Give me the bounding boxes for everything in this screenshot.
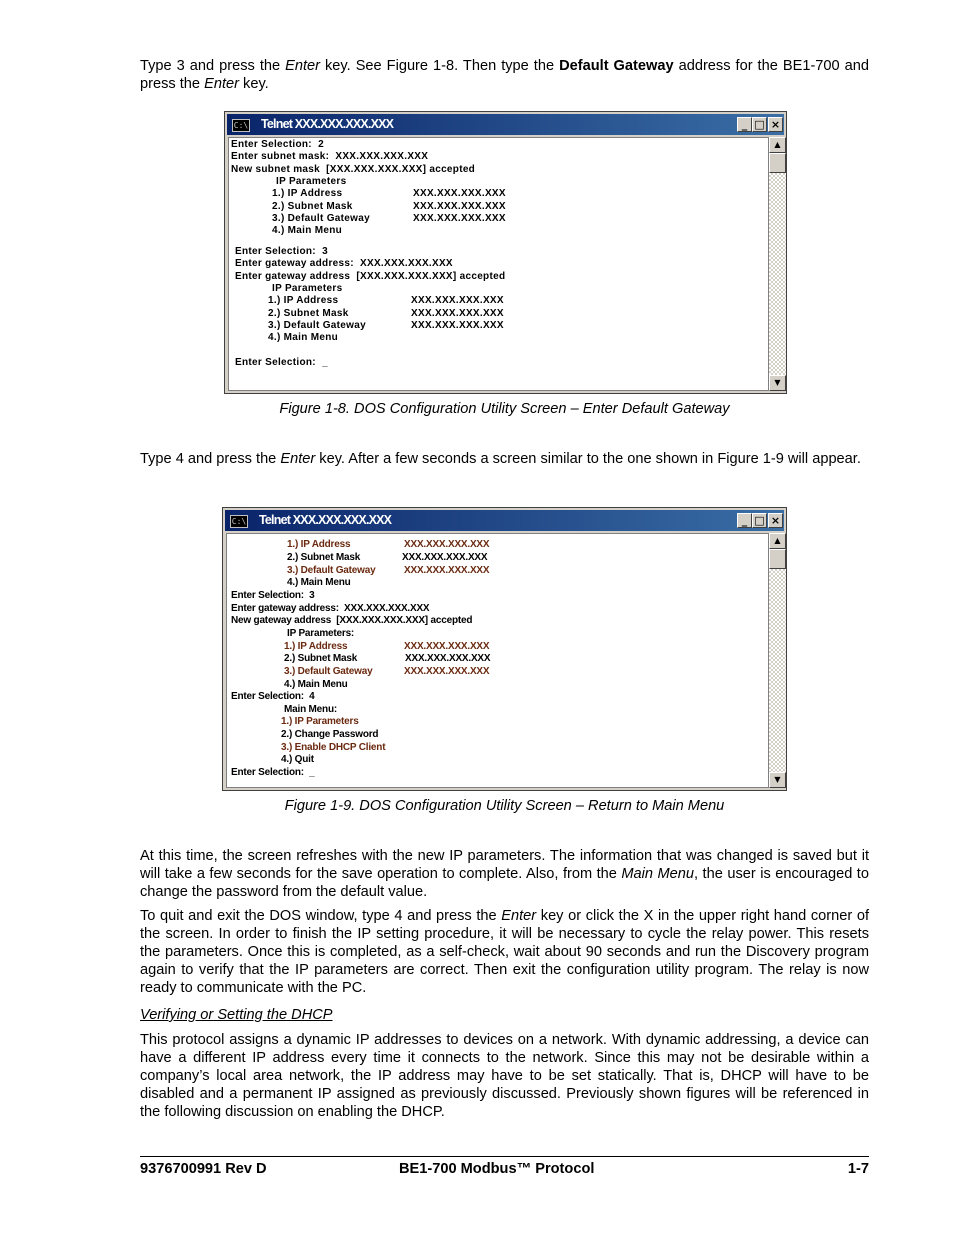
console-value: XXX.XXX.XXX.XXX <box>404 565 490 576</box>
window-title: Telnet XXX.XXX.XXX.XXX <box>259 513 392 527</box>
console-line: Enter Selection: 3 <box>235 246 328 257</box>
console-line: Enter Selection: _ <box>231 767 315 778</box>
console-app-icon[interactable]: C:\ <box>231 517 247 526</box>
console-value: XXX.XXX.XXX.XXX <box>402 552 488 563</box>
console-value: XXX.XXX.XXX.XXX <box>404 641 490 652</box>
console-line: 2.) Change Password <box>281 729 379 740</box>
console-line: 4.) Quit <box>281 754 314 765</box>
console-value: XXX.XXX.XXX.XXX <box>404 666 490 677</box>
console-line: Enter Selection: _ <box>235 357 328 368</box>
console-line: IP Parameters: <box>287 628 355 639</box>
console-line: 2.) Subnet Mask <box>284 653 358 664</box>
intro-paragraph-1: Type 3 and press the Enter key. See Figure 1-8. Then type the Default Gateway address for the BE1-700 and press the Enter key. <box>140 58 870 92</box>
console-line: IP Parameters <box>272 283 343 294</box>
console-line: 3.) Default Gateway <box>287 565 376 576</box>
console-line: 3.) Default Gateway <box>272 213 370 224</box>
maximize-button[interactable]: □ <box>752 513 767 528</box>
footer-title: BE1-700 Modbus™ Protocol <box>399 1161 595 1177</box>
console-value: XXX.XXX.XXX.XXX <box>411 308 504 319</box>
console-line: 2.) Subnet Mask <box>268 308 349 319</box>
console-line: Enter Selection: 3 <box>231 590 315 601</box>
footer-doc-number: 9376700991 Rev D <box>140 1161 267 1177</box>
console-area[interactable] <box>228 137 769 391</box>
minimize-button[interactable]: _ <box>737 117 752 132</box>
console-line: Enter subnet mask: XXX.XXX.XXX.XXX <box>231 151 429 162</box>
console-value: XXX.XXX.XXX.XXX <box>404 539 490 550</box>
console-line: New gateway address [XXX.XXX.XXX.XXX] accepted <box>231 615 473 626</box>
scroll-thumb[interactable] <box>769 549 786 569</box>
telnet-window-figure-8 <box>224 111 787 394</box>
section-subheading: Verifying or Setting the DHCP <box>140 1007 333 1023</box>
console-line: 4.) Main Menu <box>287 577 351 588</box>
minimize-button[interactable]: _ <box>737 513 752 528</box>
telnet-window-figure-9 <box>222 507 787 791</box>
paragraph-refresh: At this time, the screen refreshes with the new IP parameters. The information that was changed is saved but it will take a few seconds for the save operation to complete. Also, from the Main Menu, the user is encouraged to change the password from the default value. <box>140 848 869 900</box>
console-line: 1.) IP Address <box>268 295 339 306</box>
scroll-down-button[interactable]: ▼ <box>769 375 786 391</box>
console-value: XXX.XXX.XXX.XXX <box>405 653 491 664</box>
vertical-scrollbar[interactable] <box>769 533 786 788</box>
console-line: 3.) Enable DHCP Client <box>281 742 386 753</box>
figure-9-caption: Figure 1-9. DOS Configuration Utility Screen – Return to Main Menu <box>284 798 725 814</box>
console-line: 4.) Main Menu <box>272 225 343 236</box>
window-title: Telnet XXX.XXX.XXX.XXX <box>261 117 394 131</box>
footer-page-number: 1-7 <box>847 1161 869 1177</box>
console-line: New subnet mask [XXX.XXX.XXX.XXX] accepted <box>231 164 476 175</box>
console-value: XXX.XXX.XXX.XXX <box>413 188 506 199</box>
close-button[interactable]: × <box>768 117 783 132</box>
vertical-scrollbar[interactable] <box>769 137 786 391</box>
close-button[interactable]: × <box>768 513 783 528</box>
scroll-thumb[interactable] <box>769 153 786 173</box>
footer-divider <box>140 1156 869 1157</box>
console-value: XXX.XXX.XXX.XXX <box>413 201 506 212</box>
scroll-up-button[interactable]: ▲ <box>769 533 786 549</box>
console-line: Enter Selection: 2 <box>231 139 324 150</box>
console-app-icon[interactable]: C:\ <box>233 121 249 130</box>
console-line: 1.) IP Parameters <box>281 716 359 727</box>
console-line: 2.) Subnet Mask <box>272 201 353 212</box>
intro-paragraph-2: Type 4 and press the Enter key. After a few seconds a screen similar to the one shown in Figure 1-9 will appear. <box>140 451 861 467</box>
scroll-down-button[interactable]: ▼ <box>769 772 786 788</box>
figure-8-caption: Figure 1-8. DOS Configuration Utility Screen – Enter Default Gateway <box>279 401 730 417</box>
title-bar[interactable] <box>225 510 784 531</box>
maximize-button[interactable]: □ <box>752 117 767 132</box>
console-line: 3.) Default Gateway <box>268 320 366 331</box>
console-line: IP Parameters <box>276 176 347 187</box>
console-line: 4.) Main Menu <box>268 332 339 343</box>
console-line: 1.) IP Address <box>272 188 343 199</box>
console-line: Main Menu: <box>284 704 337 715</box>
console-line: 2.) Subnet Mask <box>287 552 361 563</box>
console-value: XXX.XXX.XXX.XXX <box>413 213 506 224</box>
console-value: XXX.XXX.XXX.XXX <box>411 320 504 331</box>
console-area[interactable] <box>226 533 769 788</box>
scroll-up-button[interactable]: ▲ <box>769 137 786 153</box>
console-value: XXX.XXX.XXX.XXX <box>411 295 504 306</box>
title-bar[interactable] <box>227 114 784 135</box>
console-line: Enter Selection: 4 <box>231 691 315 702</box>
console-line: Enter gateway address: XXX.XXX.XXX.XXX <box>235 258 453 269</box>
console-line: Enter gateway address: XXX.XXX.XXX.XXX <box>231 603 430 614</box>
paragraph-dhcp: This protocol assigns a dynamic IP addresses to devices on a network. With dynamic addressing, a device can have a different IP address every time it connects to the network. Since this may not be desirable within a company’s local area network, the IP address may have to be set statically. That is, DHCP will have to be disabled and a permanent IP assigned as previously discussed. Previously shown figures will be referenced in the following discussion on enabling the DHCP. <box>140 1032 869 1120</box>
console-line: 1.) IP Address <box>287 539 351 550</box>
console-line: 4.) Main Menu <box>284 679 348 690</box>
paragraph-quit: To quit and exit the DOS window, type 4 and press the Enter key or click the X in the upper right hand corner of the screen. In order to finish the IP setting procedure, it will be necessary to cycle the relay power. This resets the parameters. Once this is completed, as a self-check, wait about 90 seconds and run the Discovery program again to verify that the IP parameters are correct. Then exit the configuration utility program. The relay is now ready to communicate with the PC. <box>140 908 869 996</box>
console-line: Enter gateway address [XXX.XXX.XXX.XXX] accepted <box>235 271 506 282</box>
console-line: 1.) IP Address <box>284 641 348 652</box>
console-line: 3.) Default Gateway <box>284 666 373 677</box>
